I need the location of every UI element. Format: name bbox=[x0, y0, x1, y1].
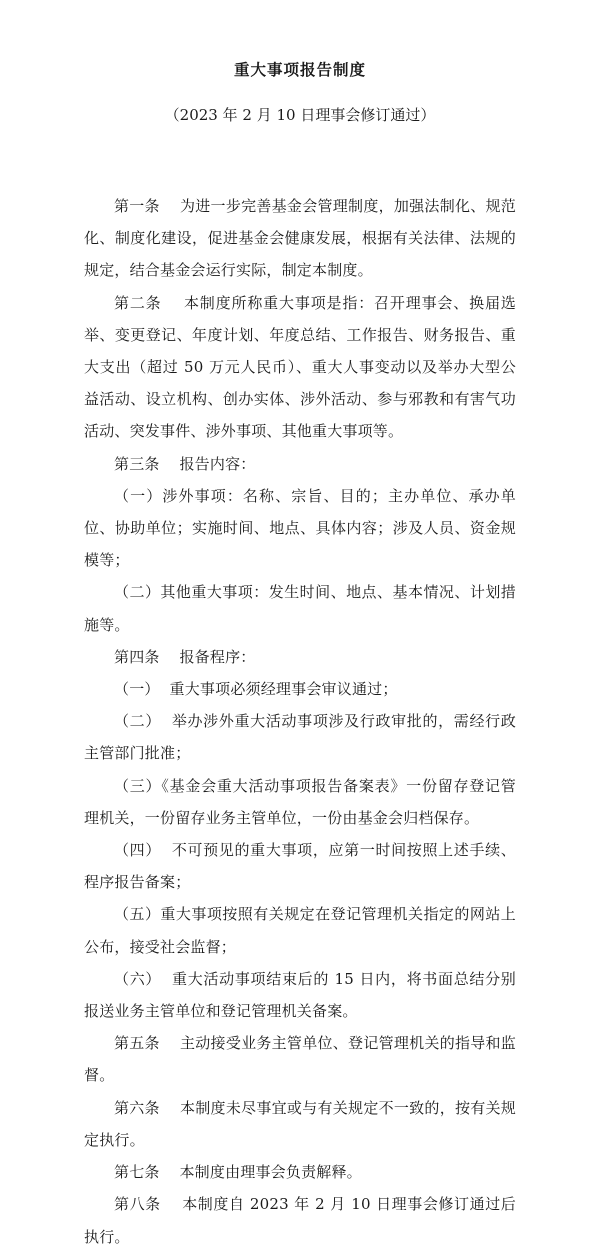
document-body bbox=[84, 190, 516, 1253]
article-4-item-1: （一） 重大事项必须经理事会审议通过； bbox=[114, 680, 398, 699]
article-5: 第五条 主动接受业务主管单位、登记管理机关的指导和监督。 bbox=[84, 1034, 516, 1085]
article-2: 第二条 本制度所称重大事项是指：召开理事会、换届选举、变更登记、年度计划、年度总结、工作报告、财务报告、重大支出（超过 50 万元人民币）、重大人事变动以及举办大型公益活动、设立机构、创办实体、涉外活动、参与邪教和有害气功活动、突发事件、涉外事项、其他重大事项等。 bbox=[84, 293, 516, 441]
article-4: 第四条 报备程序： bbox=[114, 647, 256, 666]
article-4-item-3: （三）《基金会重大活动事项报告备案表》一份留存登记管理机关，一份留存业务主管单位，一份由基金会归档保存。 bbox=[84, 776, 516, 827]
article-4-item-4: （四） 不可预见的重大事项，应第一时间按照上述手续、程序报告备案； bbox=[84, 841, 516, 892]
article-3-item-2: （二）其他重大事项：发生时间、地点、基本情况、计划措施等。 bbox=[84, 583, 516, 634]
article-4-item-2: （二） 举办涉外重大活动事项涉及行政审批的，需经行政主管部门批准； bbox=[84, 712, 516, 763]
article-4-item-5: （五）重大事项按照有关规定在登记管理机关指定的网站上公布，接受社会监督； bbox=[84, 905, 516, 956]
document-subtitle: （2023 年 2 月 10 日理事会修订通过） bbox=[164, 106, 436, 124]
article-8: 第八条 本制度自 2023 年 2 月 10 日理事会修订通过后执行。 bbox=[84, 1195, 516, 1246]
article-3-item-1: （一）涉外事项：名称、宗旨、目的；主办单位、承办单位、协助单位；实施时间、地点、具体内容；涉及人员、资金规模等； bbox=[84, 486, 516, 570]
document-title: 重大事项报告制度 bbox=[233, 60, 366, 79]
article-1: 第一条 为进一步完善基金会管理制度，加强法制化、规范化、制度化建设，促进基金会健康发展，根据有关法律、法规的规定，结合基金会运行实际，制定本制度。 bbox=[84, 197, 516, 280]
article-7: 第七条 本制度由理事会负责解释。 bbox=[114, 1163, 362, 1182]
article-6: 第六条 本制度未尽事宜或与有关规定不一致的，按有关规定执行。 bbox=[84, 1098, 516, 1149]
article-3: 第三条 报告内容： bbox=[114, 454, 256, 473]
article-4-item-6: （六） 重大活动事项结束后的 15 日内，将书面总结分别报送业务主管单位和登记管理机关备案。 bbox=[84, 969, 516, 1021]
